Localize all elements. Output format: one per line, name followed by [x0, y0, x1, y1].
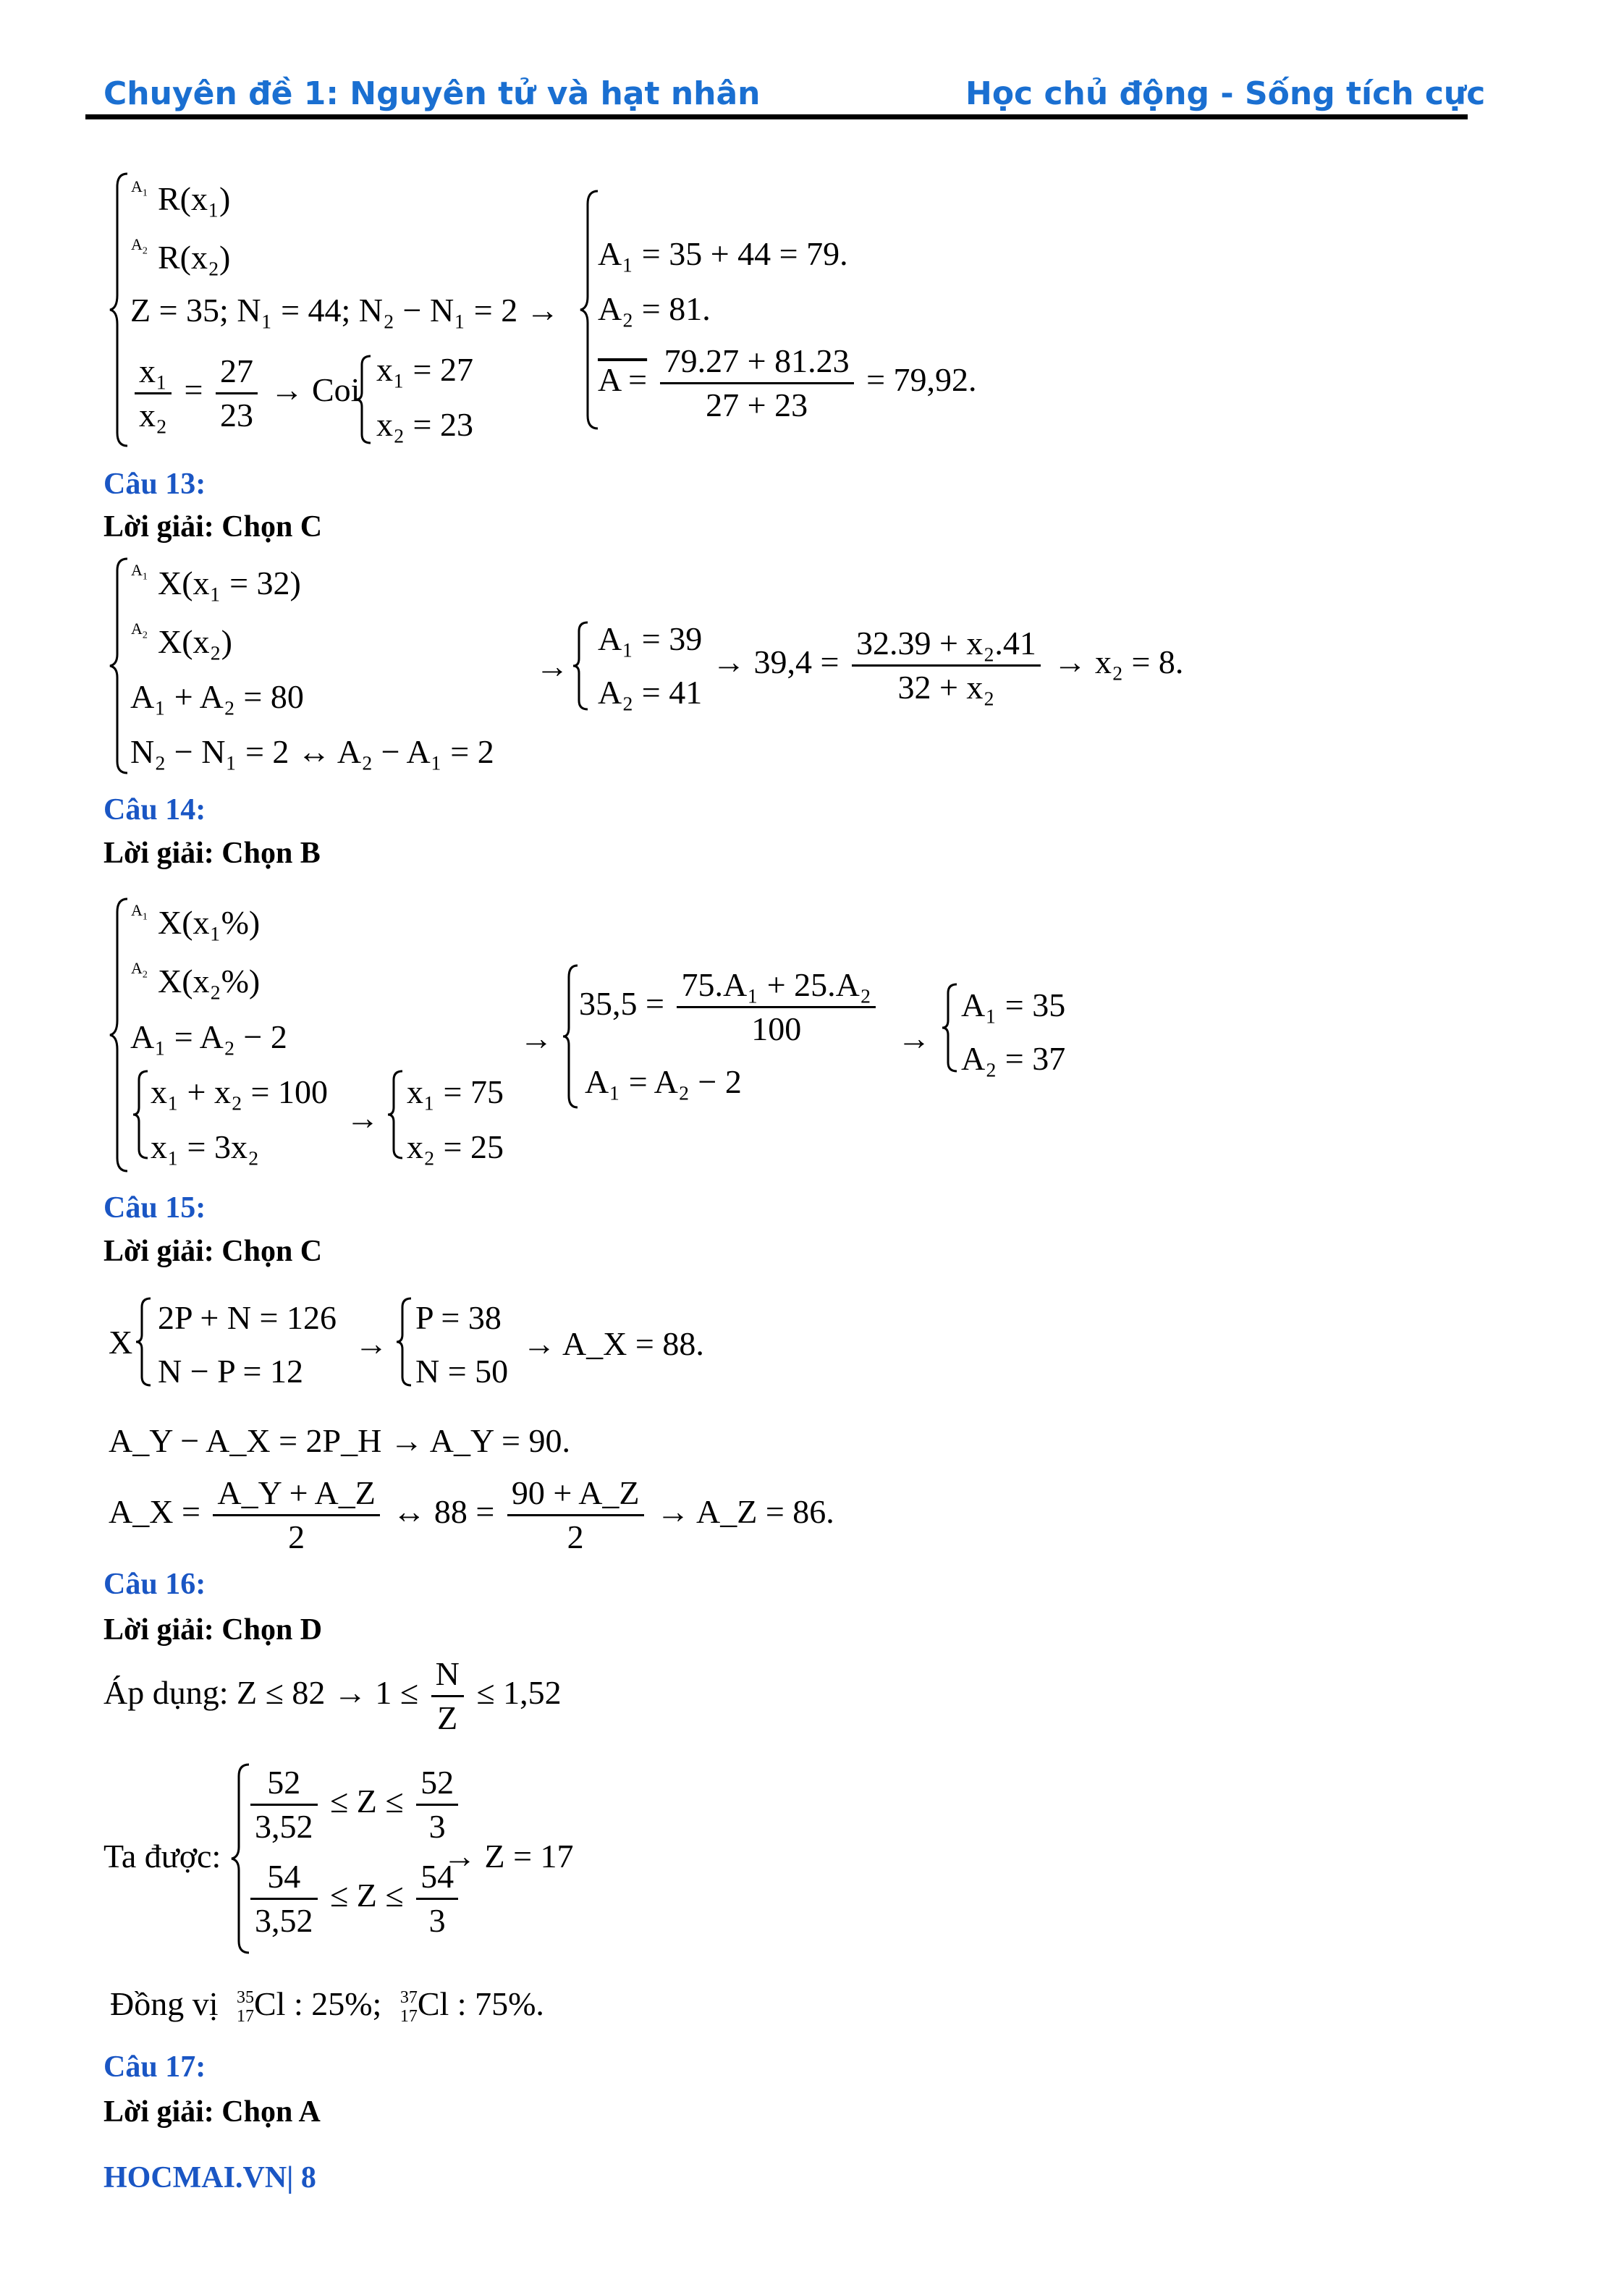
q13-line1: X(x₁ = 32): [158, 565, 301, 601]
q14-average-equation: 35,5 = $\frac{\text{75.A₁ + 25.A₂}}{100}$: [579, 968, 880, 1046]
q15-arrow: →: [355, 1325, 388, 1362]
average-mass: A = $\frac{79.27 + 81.23}{27 + 23}$ = 79,92.: [598, 342, 977, 423]
q14-x2: x₂ = 25: [407, 1128, 504, 1165]
question-14-solution: Lời giải: Chọn B: [103, 837, 321, 870]
q13-line3: A₁ + A₂ = 80: [130, 678, 304, 715]
question-15-title: Câu 15:: [103, 1191, 206, 1225]
q16-ta-duoc: Ta được:: [103, 1838, 221, 1875]
q15-n: N = 50: [415, 1353, 509, 1390]
superscript-a2: $A_2$: [131, 235, 148, 257]
q14-arrow: →: [520, 1020, 553, 1057]
q14-sys2: x₁ = 3x₂: [151, 1128, 260, 1165]
q14-line3: A₁ = A₂ − 2: [130, 1018, 287, 1055]
q16-range2: $\frac{54}{3,52}$ ≤ Z ≤ $\frac{54}{3}$: [246, 1860, 462, 1938]
q14-x1: x₁ = 75: [407, 1073, 504, 1110]
q14-relation: A₁ = A₂ − 2: [585, 1063, 742, 1100]
header-slogan: Học chủ động - Sống tích cực: [965, 75, 1486, 112]
q15-sys2: N − P = 12: [158, 1353, 303, 1390]
q15-ax: → A_X = 88.: [523, 1325, 704, 1362]
q15-x: X: [109, 1324, 133, 1361]
question-17-title: Câu 17:: [103, 2050, 206, 2084]
result-a1: A₁ = 35 + 44 = 79.: [598, 235, 848, 272]
q15-line3: A_X = $\frac{A\_Y + A\_Z}{2}$ ↔ 88 = $\frac{90 + A\_Z}{2}$ → A_Z = 86.: [109, 1474, 834, 1555]
coi-x2: x₂ = 23: [376, 406, 473, 443]
question-16-title: Câu 16:: [103, 1568, 206, 1601]
superscript-a1-14: $A_1$: [131, 901, 148, 923]
q15-p: P = 38: [415, 1299, 502, 1336]
q14-arrow-inner: →: [346, 1099, 379, 1136]
q14-a1: A₁ = 35: [961, 986, 1066, 1023]
superscript-a1: $A_1$: [131, 177, 148, 199]
q13-average-equation: → 39,4 = $\frac{\text{32.39 + x₂.41}}{\text{32 + x₂}}$ → x₂ = 8.: [712, 625, 1184, 706]
brace-15: [135, 1297, 152, 1387]
result-a2: A₂ = 81.: [598, 290, 711, 327]
q14-line2: X(x₂%): [158, 963, 261, 1000]
q16-range1: $\frac{52}{3,52}$ ≤ Z ≤ $\frac{52}{3}$: [246, 1766, 462, 1843]
question-15-solution: Lời giải: Chọn C: [103, 1235, 323, 1268]
q13-line4: N₂ − N₁ = 2 ↔ A₂ − A₁ = 2: [130, 733, 494, 770]
equation-line: Z = 35; N₁ = 44; N₂ − N₁ = 2 →: [130, 292, 559, 329]
isotope-r1: R(x₁): [158, 180, 231, 217]
q14-arrow2: →: [897, 1020, 931, 1057]
q16-isotopes: Đồng vị 35 17 Cl : 25%; 37 17 Cl : 75%.: [110, 1985, 544, 2027]
question-14-title: Câu 14:: [103, 793, 206, 827]
isotope-r2: R(x₂): [158, 239, 231, 276]
header-divider: [85, 114, 1468, 119]
brace-14: [109, 897, 130, 1172]
brace-13: [109, 557, 130, 774]
question-13-solution: Lời giải: Chọn C: [103, 510, 323, 544]
brace-14-result: [941, 983, 958, 1073]
q14-line1: X(x₁%): [158, 904, 261, 941]
q14-sys1: x₁ + x₂ = 100: [151, 1073, 328, 1110]
coi-x1: x₁ = 27: [376, 351, 473, 388]
q14-a2: A₂ = 37: [961, 1040, 1066, 1077]
q13-a1: A₁ = 39: [598, 620, 703, 657]
q15-sys1: 2P + N = 126: [158, 1299, 337, 1336]
q13-line2: X(x₂): [158, 623, 232, 660]
q13-arrow: →: [536, 648, 569, 685]
superscript-a2-13: $A_2$: [131, 620, 148, 641]
brace-14-inner: [132, 1070, 149, 1159]
question-16-solution: Lời giải: Chọn D: [103, 1613, 323, 1647]
question-13-title: Câu 13:: [103, 468, 206, 501]
q16-apply: Áp dụng: Z ≤ 82 → 1 ≤ $\frac{N}{Z}$ ≤ 1,52: [103, 1655, 562, 1736]
brace-14-right: [562, 964, 579, 1109]
brace-15-result: [395, 1297, 413, 1387]
superscript-a2-14: $A_2$: [131, 959, 148, 981]
q16-result: → Z = 17: [443, 1838, 574, 1875]
header-chapter-title: Chuyên đề 1: Nguyên tử và hạt nhân: [103, 75, 761, 112]
superscript-a1-13: $A_1$: [131, 561, 148, 583]
brace-14-inner2: [386, 1070, 404, 1159]
q15-line2: A_Y − A_X = 2P_H → A_Y = 90.: [109, 1422, 570, 1459]
brace-left-12: [109, 172, 130, 447]
question-17-solution: Lời giải: Chọn A: [103, 2095, 321, 2129]
q13-a2: A₂ = 41: [598, 674, 703, 711]
brace-coi: [355, 355, 372, 444]
footer-page-label: HOCMAI.VN| 8: [103, 2161, 316, 2194]
brace-13-right: [572, 621, 589, 711]
ratio-equation: $\frac{\text{x₁}}{\text{x₂}}$ = $\frac{27}{23}$ → Coi: [130, 355, 360, 432]
